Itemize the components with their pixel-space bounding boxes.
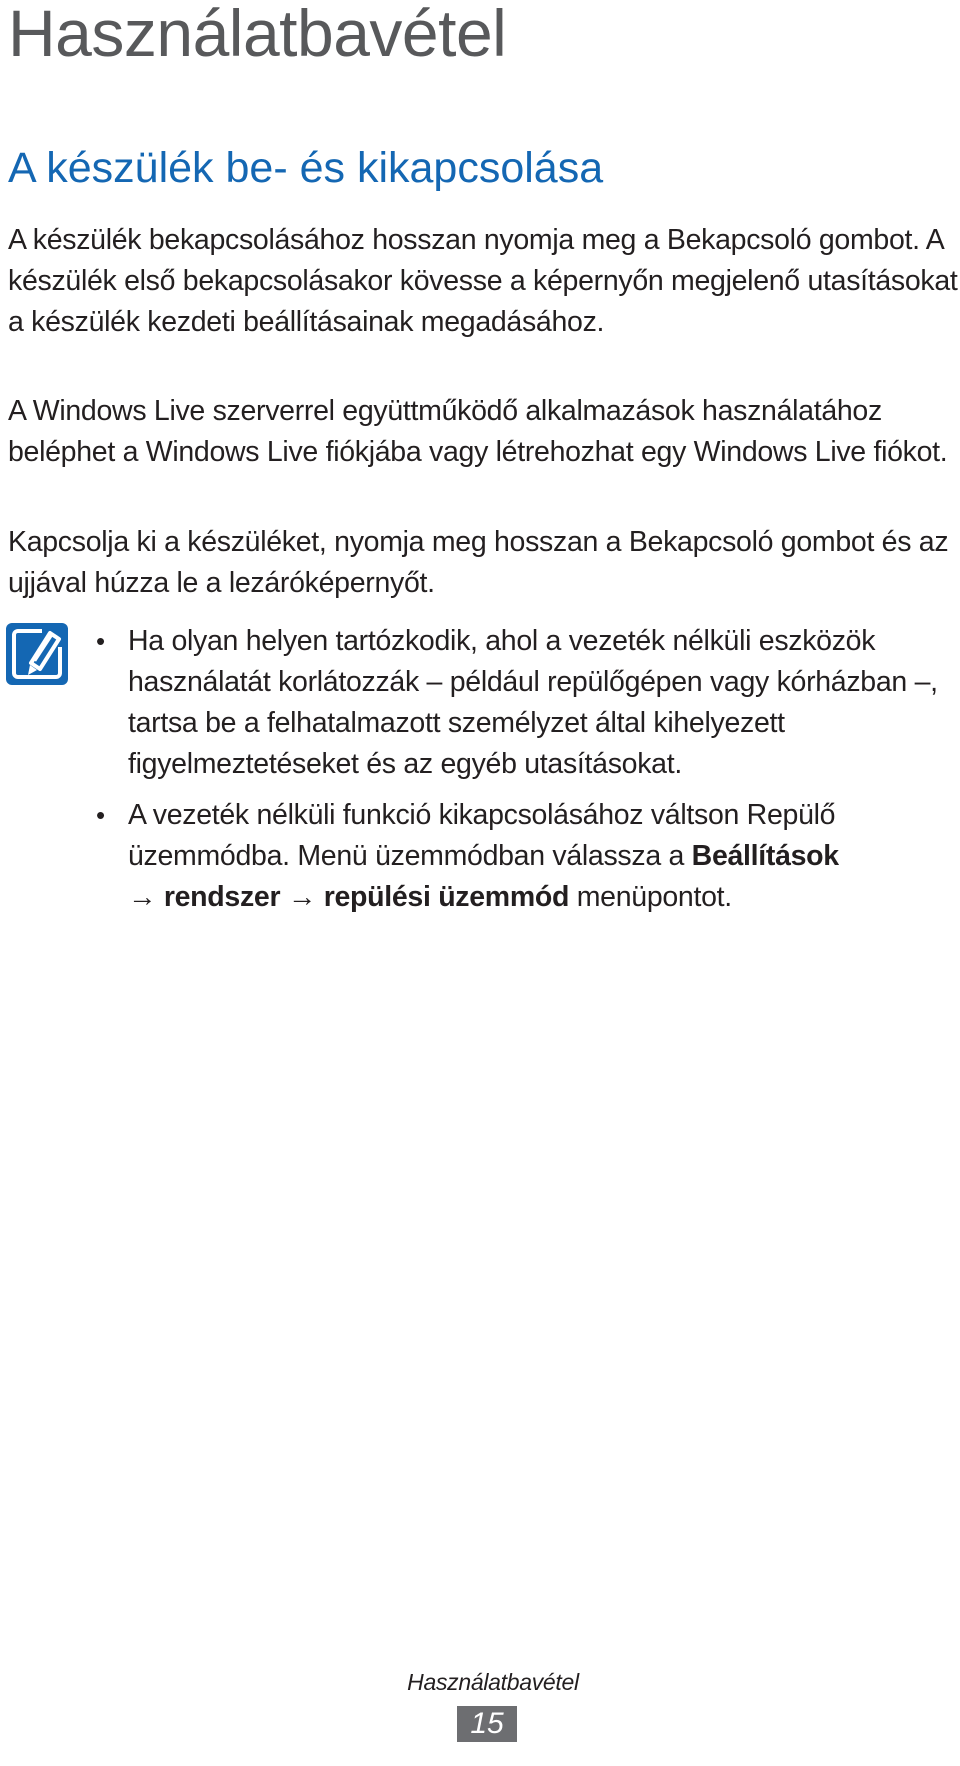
note-item [94, 795, 958, 918]
bullet-icon: • [96, 800, 105, 830]
paragraph-text: A Windows Live szerverrel együttműködő alkalmazások használatához beléphet a Windows Live fiókjába vagy létrehozhat egy Windows Live fiókot. [8, 395, 948, 468]
note-item-tail: menüpontot. [569, 881, 732, 913]
body-paragraph [8, 522, 958, 604]
menu-path-flight-mode: repülési üzemmód [323, 881, 570, 913]
note-pencil-icon [6, 623, 68, 685]
body-paragraph [8, 220, 958, 343]
footer-section-label: Használatbavétel [407, 1669, 579, 1695]
section-title: A készülék be- és kikapcsolása [8, 144, 604, 192]
note-item [94, 621, 958, 785]
menu-path-settings: Beállítások [691, 840, 839, 872]
page-number: 15 [457, 1706, 517, 1742]
menu-arrow: → [128, 881, 157, 913]
menu-arrow: → [287, 881, 317, 913]
bullet-icon: • [96, 626, 105, 656]
menu-path-system: rendszer [163, 881, 281, 913]
note-item-text: Ha olyan helyen tartózkodik, ahol a vezeték nélküli eszközök használatát korlátozzák – például repülőgépen vagy kórházban –, tartsa be a felhatalmazott személyzet által kihelyezett figyelmeztetéseket és az egyéb utasításokat. [128, 625, 938, 780]
note-list [94, 621, 958, 918]
paragraph-text: Kapcsolja ki a készüléket, nyomja meg hosszan a Bekapcsoló gombot és az ujjával húzza le a lezáróképernyőt. [8, 526, 949, 599]
paragraph-text: A készülék bekapcsolásához hosszan nyomja meg a Bekapcsoló gombot. A készülék első bekapcsolásakor kövesse a képernyőn megjelenő utasításokat a készülék kezdeti beállításainak megadásához. [8, 224, 958, 338]
body-paragraph [8, 391, 958, 473]
page-title: Használatbavétel [8, 0, 507, 70]
note-item-text: A vezeték nélküli funkció kikapcsolásához váltson Repülő üzemmódba. Menü üzemmódban válassza a [128, 799, 836, 872]
